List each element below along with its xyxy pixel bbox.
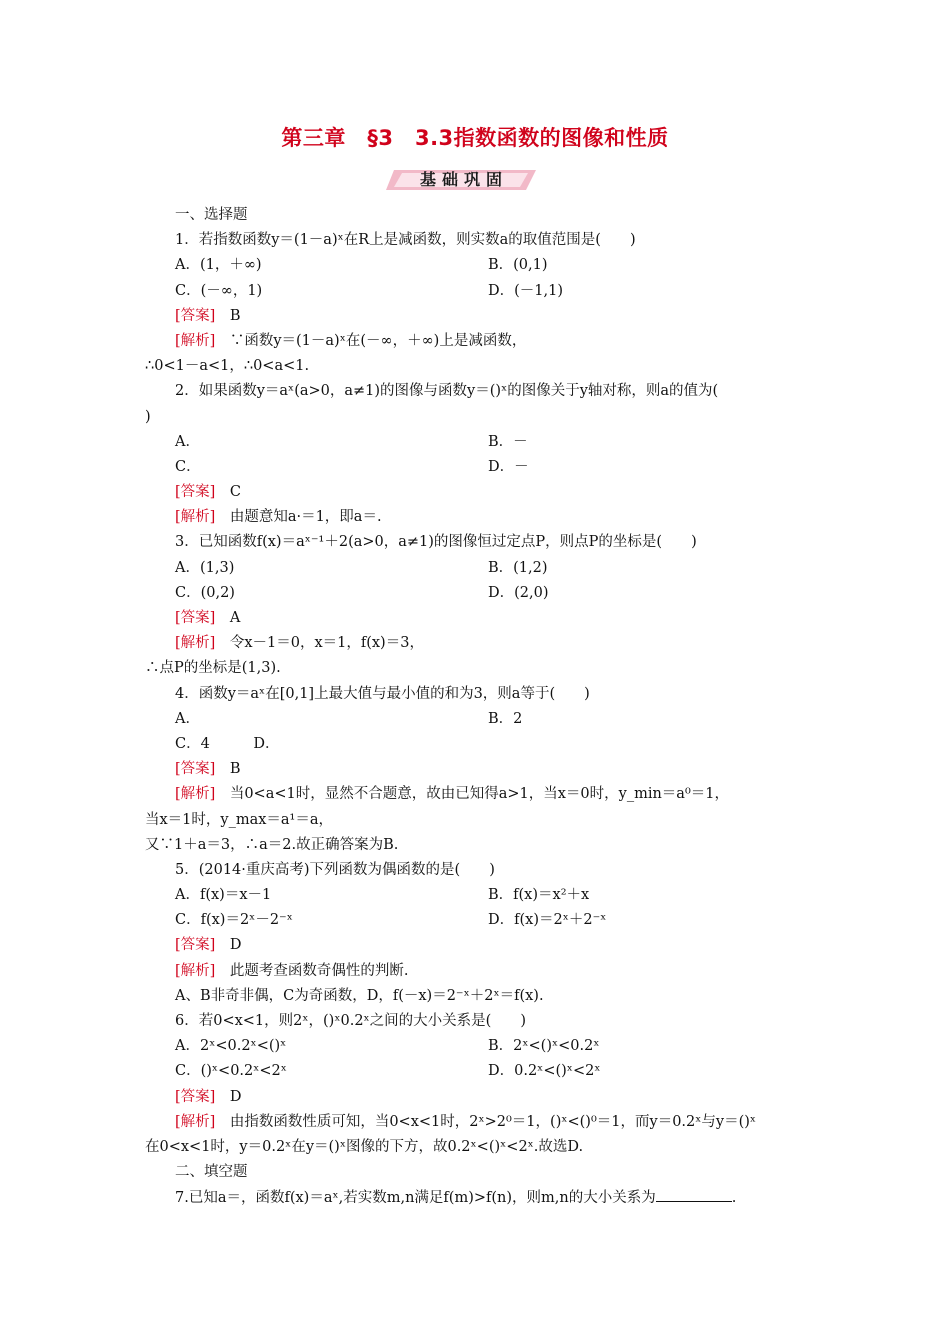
question-4-analysis-cont: 当x＝1时，y_max＝a¹＝a， [145, 811, 334, 828]
analysis-tag: [解析] [175, 962, 216, 979]
question-1-option-b: B．(0,1) [488, 257, 548, 274]
question-5-options-row-1 [145, 883, 817, 908]
answer-value: C [229, 484, 241, 501]
question-4-option-a: A． [175, 710, 200, 727]
answer-tag: [答案] [175, 610, 216, 626]
question-5-option-a: A．f(x)＝x－1 [175, 887, 272, 904]
question-6-stem: 6．若0<x<1，则2ˣ，()ˣ0.2ˣ之间的大小关系是( ) [175, 1013, 527, 1029]
question-3-option-d: D．(2,0) [488, 584, 549, 601]
question-1-option-a: A．(1，＋∞) [175, 257, 262, 274]
question-1-options-row-1 [145, 253, 817, 278]
question-1-analysis [145, 329, 817, 354]
analysis-text: ∵函数y＝(1－a)ˣ在(－∞，＋∞)上是减函数， [229, 332, 527, 349]
analysis-text: 当0<a<1时，显然不合题意，故由已知得a>1，当x＝0时，y_min＝a⁰＝1， [229, 786, 729, 803]
answer-tag: [答案] [175, 484, 216, 501]
question-6-analysis [145, 1110, 817, 1135]
question-3-option-b: B．(1,2) [488, 559, 548, 576]
question-2-options-row-2 [145, 455, 817, 480]
question-2-options-row-1 [145, 430, 817, 455]
question-2-option-c: C． [175, 458, 201, 475]
answer-tag: [答案] [175, 761, 216, 778]
analysis-text: 由题意知a·＝1，即a＝. [229, 509, 382, 526]
analysis-tag: [解析] [175, 509, 216, 526]
question-5-analysis [145, 959, 817, 984]
answer-value: A [229, 610, 241, 626]
question-1-options-row-2 [145, 279, 817, 304]
question-1-option-c: C．(－∞，1) [175, 282, 263, 299]
question-2-analysis [145, 505, 817, 530]
answer-value: B [229, 761, 241, 778]
question-1-answer [145, 304, 817, 329]
answer-blank [656, 1185, 732, 1202]
question-5-answer [145, 933, 817, 958]
question-6-option-b: B．2ˣ<()ˣ<0.2ˣ [488, 1038, 600, 1055]
question-4-options-row-1 [145, 707, 817, 732]
question-4-stem: 4．函数y＝aˣ在[0,1]上最大值与最小值的和为3，则a等于( ) [175, 685, 590, 702]
question-3-options-row-2 [145, 581, 817, 606]
question-5-options-row-2 [145, 908, 817, 933]
analysis-text: 此题考查函数奇偶性的判断. [229, 962, 409, 979]
question-2-stem-cont: ) [145, 408, 151, 425]
question-6-options-row-2 [145, 1059, 817, 1084]
question-3-stem: 3．已知函数f(x)＝aˣ⁻¹＋2(a>0，a≠1)的图像恒过定点P，则点P的坐标是( ) [175, 534, 697, 551]
question-7-end: . [731, 1190, 737, 1207]
question-4-option-b: B．2 [488, 710, 523, 727]
question-6-option-c: C．()ˣ<0.2ˣ<2ˣ [175, 1063, 287, 1080]
answer-value: B [229, 307, 241, 324]
answer-tag: [答案] [175, 1088, 216, 1105]
question-5-analysis-cont: A、B非奇非偶，C为奇函数，D，f(－x)＝2⁻ˣ＋2ˣ＝f(x). [175, 987, 544, 1004]
analysis-text: 令x－1＝0，x＝1，f(x)＝3， [229, 635, 424, 652]
question-2-option-b: B．－ [488, 433, 528, 450]
question-6-answer [145, 1085, 817, 1110]
question-3-option-c: C．(0,2) [175, 584, 235, 601]
analysis-text: 由指数函数性质可知，当0<x<1时，2ˣ>2⁰＝1，()ˣ<()⁰＝1，而y＝0.2ˣ与y＝()ˣ [229, 1113, 757, 1130]
question-6-option-a: A．2ˣ<0.2ˣ<()ˣ [175, 1038, 287, 1055]
question-1-analysis-cont: ∴0<1－a<1，∴0<a<1. [145, 358, 310, 375]
analysis-tag: [解析] [175, 332, 216, 349]
question-4-analysis-cont-2: 又∵1＋a＝3，∴a＝2.故正确答案为B. [145, 836, 399, 853]
question-5-stem: 5．(2014·重庆高考)下列函数为偶函数的是( ) [175, 861, 495, 878]
section-heading: 一、选择题 [175, 207, 248, 223]
page-title: 第三章 §3 3.3指数函数的图像和性质 [281, 126, 669, 150]
question-3-option-a: A．(1,3) [175, 559, 235, 576]
question-2-option-d: D．－ [488, 458, 529, 475]
question-5-option-b: B．f(x)＝x²＋x [488, 887, 590, 904]
question-6-options-row-1 [145, 1034, 817, 1059]
section-banner-label: 基础巩固 [419, 170, 508, 189]
question-2-answer [145, 480, 817, 505]
question-4-answer [145, 757, 817, 782]
answer-value: D [229, 1088, 242, 1105]
question-2-option-a: A． [175, 433, 200, 450]
document-body [145, 203, 817, 1211]
question-2-stem: 2．如果函数y＝aˣ(a>0，a≠1)的图像与函数y＝()ˣ的图像关于y轴对称，则a的值为( [175, 383, 719, 400]
question-6-analysis-cont: 在0<x<1时，y＝0.2ˣ在y＝()ˣ图像的下方，故0.2ˣ<()ˣ<2ˣ.故选D. [145, 1138, 584, 1155]
question-1-stem: 1．若指数函数y＝(1－a)ˣ在R上是减函数，则实数a的取值范围是( ) [175, 232, 636, 249]
question-7-text: 7.已知a＝，函数f(x)＝aˣ,若实数m,n满足f(m)>f(n)，则m,n的大小关系为 [175, 1190, 656, 1207]
question-4-option-c-d: C．4 D． [175, 735, 280, 752]
analysis-tag: [解析] [175, 786, 216, 803]
analysis-tag: [解析] [175, 635, 216, 652]
answer-tag: [答案] [175, 937, 216, 954]
analysis-tag: [解析] [175, 1113, 216, 1130]
question-7-stem [145, 1185, 817, 1210]
question-4-analysis [145, 782, 817, 807]
question-6-option-d: D．0.2ˣ<()ˣ<2ˣ [488, 1063, 601, 1080]
answer-value: D [229, 937, 242, 954]
question-5-option-d: D．f(x)＝2ˣ＋2⁻ˣ [488, 912, 607, 929]
question-3-answer [145, 606, 817, 631]
section-heading-2: 二、填空题 [175, 1164, 248, 1181]
question-3-options-row-1 [145, 556, 817, 581]
answer-tag: [答案] [175, 307, 216, 324]
question-5-option-c: C．f(x)＝2ˣ－2⁻ˣ [175, 912, 293, 929]
question-1-option-d: D．(－1,1) [488, 282, 563, 299]
question-3-analysis [145, 631, 817, 656]
question-3-analysis-cont: ∴点P的坐标是(1,3). [145, 660, 281, 677]
